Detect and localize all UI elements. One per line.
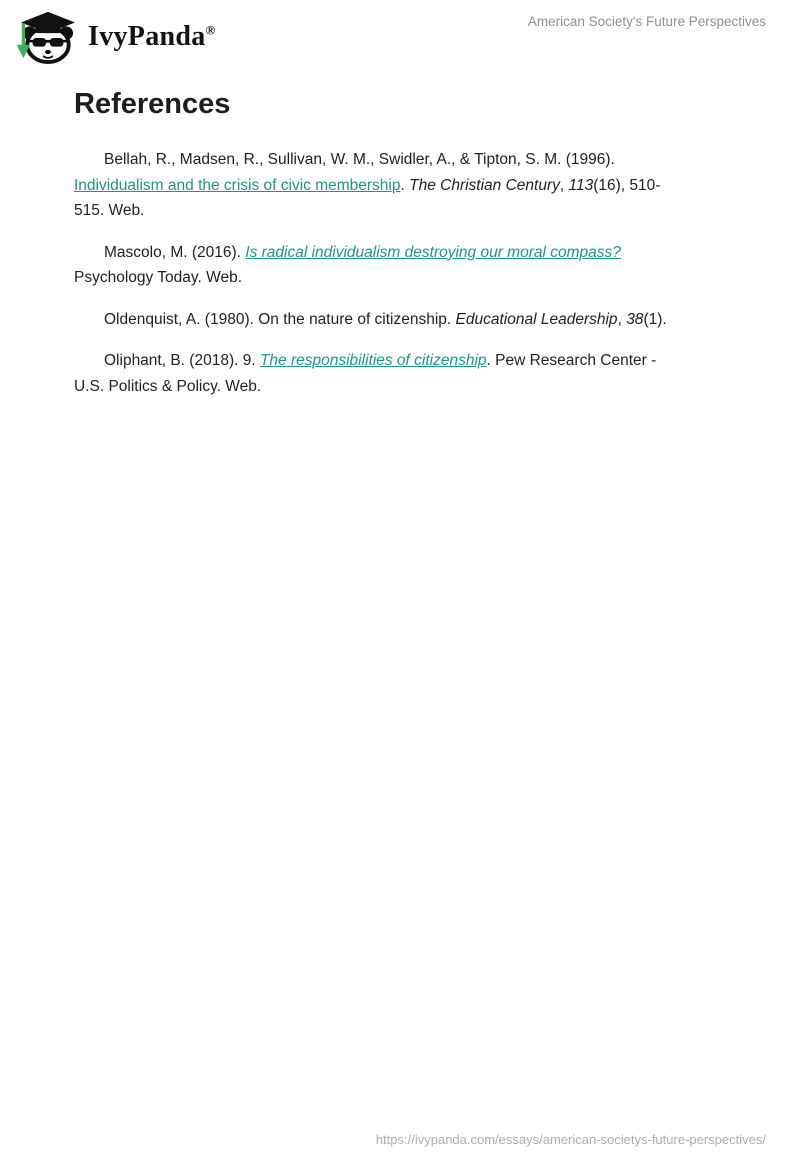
reference-link[interactable]: Individualism and the crisis of civic membership <box>74 176 401 194</box>
reference-entry <box>74 240 740 291</box>
main-content <box>74 88 740 399</box>
reference-text: Educational Leadership <box>455 310 618 328</box>
reference-text: , <box>559 176 569 194</box>
reference-text: The Christian Century <box>409 176 560 194</box>
reference-text: , <box>617 310 627 328</box>
page-title: References <box>74 88 231 120</box>
reference-text: 113 <box>568 176 594 194</box>
reference-text: U.S. Politics & Policy. Web. <box>74 377 262 395</box>
panda-graduation-cap-icon <box>14 10 80 64</box>
reference-text: (1). <box>643 310 667 328</box>
reference-text: . <box>400 176 410 194</box>
reference-text: 38 <box>626 310 644 328</box>
reference-entry <box>74 307 740 333</box>
reference-entry <box>74 348 740 399</box>
reference-text: Oliphant, B. (2018). 9. <box>104 352 260 369</box>
reference-text: . Pew Research Center - <box>486 352 657 369</box>
registered-mark: ® <box>205 22 216 38</box>
brand <box>14 10 216 64</box>
document-title: American Society's Future Perspectives <box>527 14 766 29</box>
reference-text: (16), 510- <box>593 176 661 194</box>
reference-link[interactable]: Is radical individualism destroying our moral compass? <box>245 243 621 261</box>
reference-entry <box>74 147 740 224</box>
page-header <box>0 0 800 68</box>
footer-url: https://ivypanda.com/essays/american-societys-future-perspectives/ <box>375 1132 766 1147</box>
reference-link[interactable]: The responsibilities of citizenship <box>259 352 487 369</box>
reference-text: Psychology Today. Web. <box>74 269 243 286</box>
references-list <box>74 147 740 399</box>
reference-text: Mascolo, M. (2016). <box>104 243 246 261</box>
reference-text: Oldenquist, A. (1980). On the nature of citizenship. <box>104 310 456 328</box>
reference-text: Bellah, R., Madsen, R., Sullivan, W. M., Swidler, A., & Tipton, S. M. (1996). <box>104 151 615 168</box>
reference-text: 515. Web. <box>74 202 145 219</box>
brand-name: IvyPanda® <box>88 21 216 52</box>
